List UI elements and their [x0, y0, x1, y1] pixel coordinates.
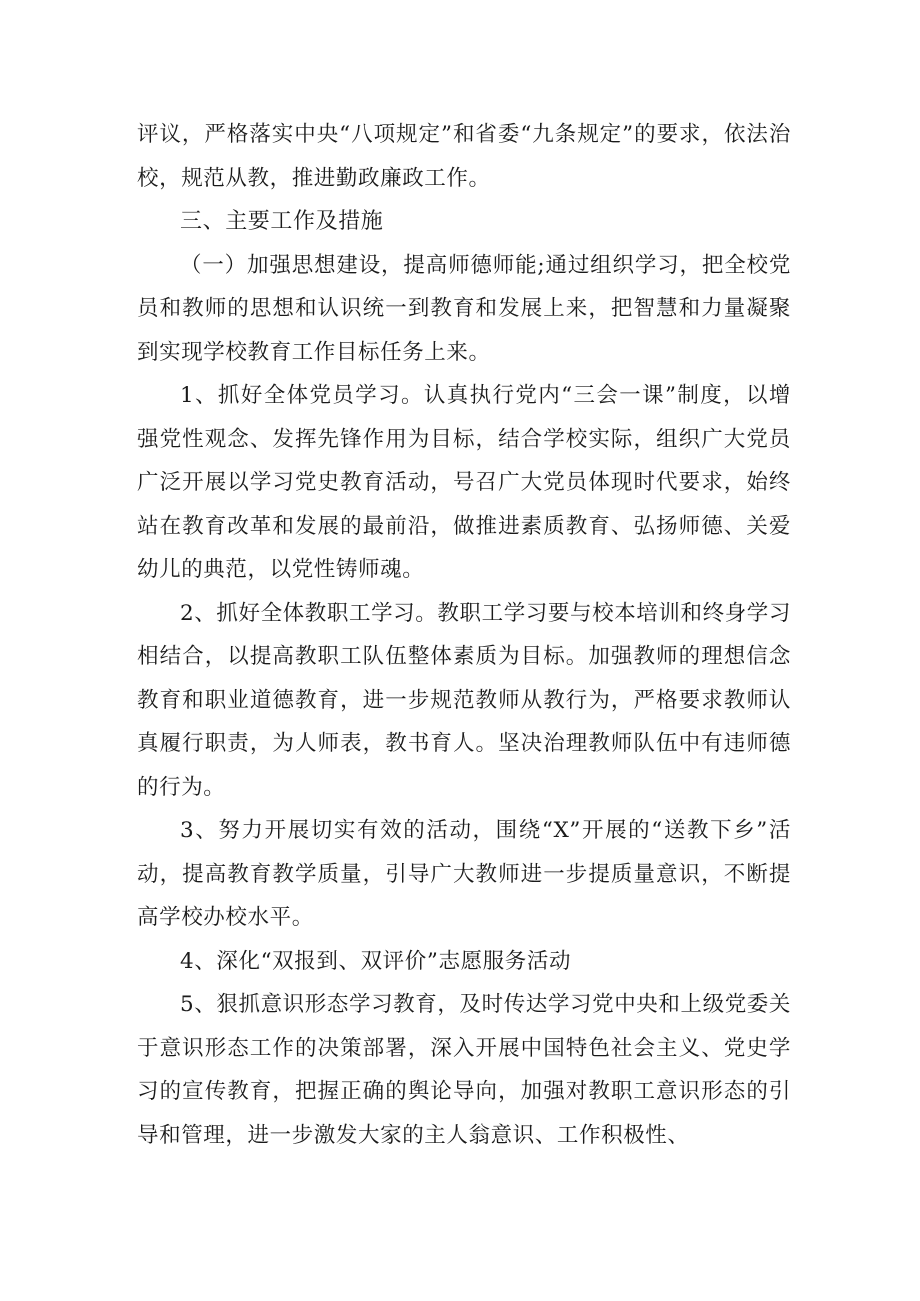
paragraph-item-2: 2、抓好全体教职工学习。教职工学习要与校本培训和终身学习相结合，以提高教职工队伍整体素质为目标。加强教师的理想信念教育和职业道德教育，进一步规范教师从教行为，严格要求教师认真履行职责，为人师表，教书育人。坚决治理教师队伍中有违师德的行为。	[137, 600, 791, 800]
paragraph-continued: 评议，严格落实中央“八项规定”和省委“九条规定”的要求，依法治校，规范从教，推进勤政廉政工作。	[137, 122, 791, 191]
paragraph-item-4: 4、深化“双报到、双评价”志愿服务活动	[180, 948, 572, 974]
section-heading: 三、主要工作及措施	[180, 209, 384, 234]
paragraph-item-5: 5、狠抓意识形态学习教育，及时传达学习党中央和上级党委关于意识形态工作的决策部署，深入开展中国特色社会主义、党史学习的宣传教育，把握正确的舆论导向，加强对教职工意识形态的引导和管理，进一步激发大家的主人翁意识、工作积极性、	[137, 992, 791, 1148]
paragraph-item-3: 3、努力开展切实有效的活动，围绕“X”开展的“送教下乡”活动，提高教育教学质量，引导广大教师进一步提质量意识，不断提高学校办校水平。	[137, 818, 791, 930]
paragraph-subsection-1: （一）加强思想建设，提高师德师能;通过组织学习，把全校党员和教师的思想和认识统一到教育和发展上来，把智慧和力量凝聚到实现学校教育工作目标任务上来。	[137, 252, 791, 365]
document-body	[137, 113, 791, 1157]
paragraph-item-1: 1、抓好全体党员学习。认真执行党内“三会一课”制度，以增强党性观念、发挥先锋作用为目标，结合学校实际，组织广大党员广泛开展以学习党史教育活动，号召广大党员体现时代要求，始终站在教育改革和发展的最前沿，做推进素质教育、弘扬师德、关爱幼儿的典范，以党性铸师魂。	[137, 383, 791, 582]
